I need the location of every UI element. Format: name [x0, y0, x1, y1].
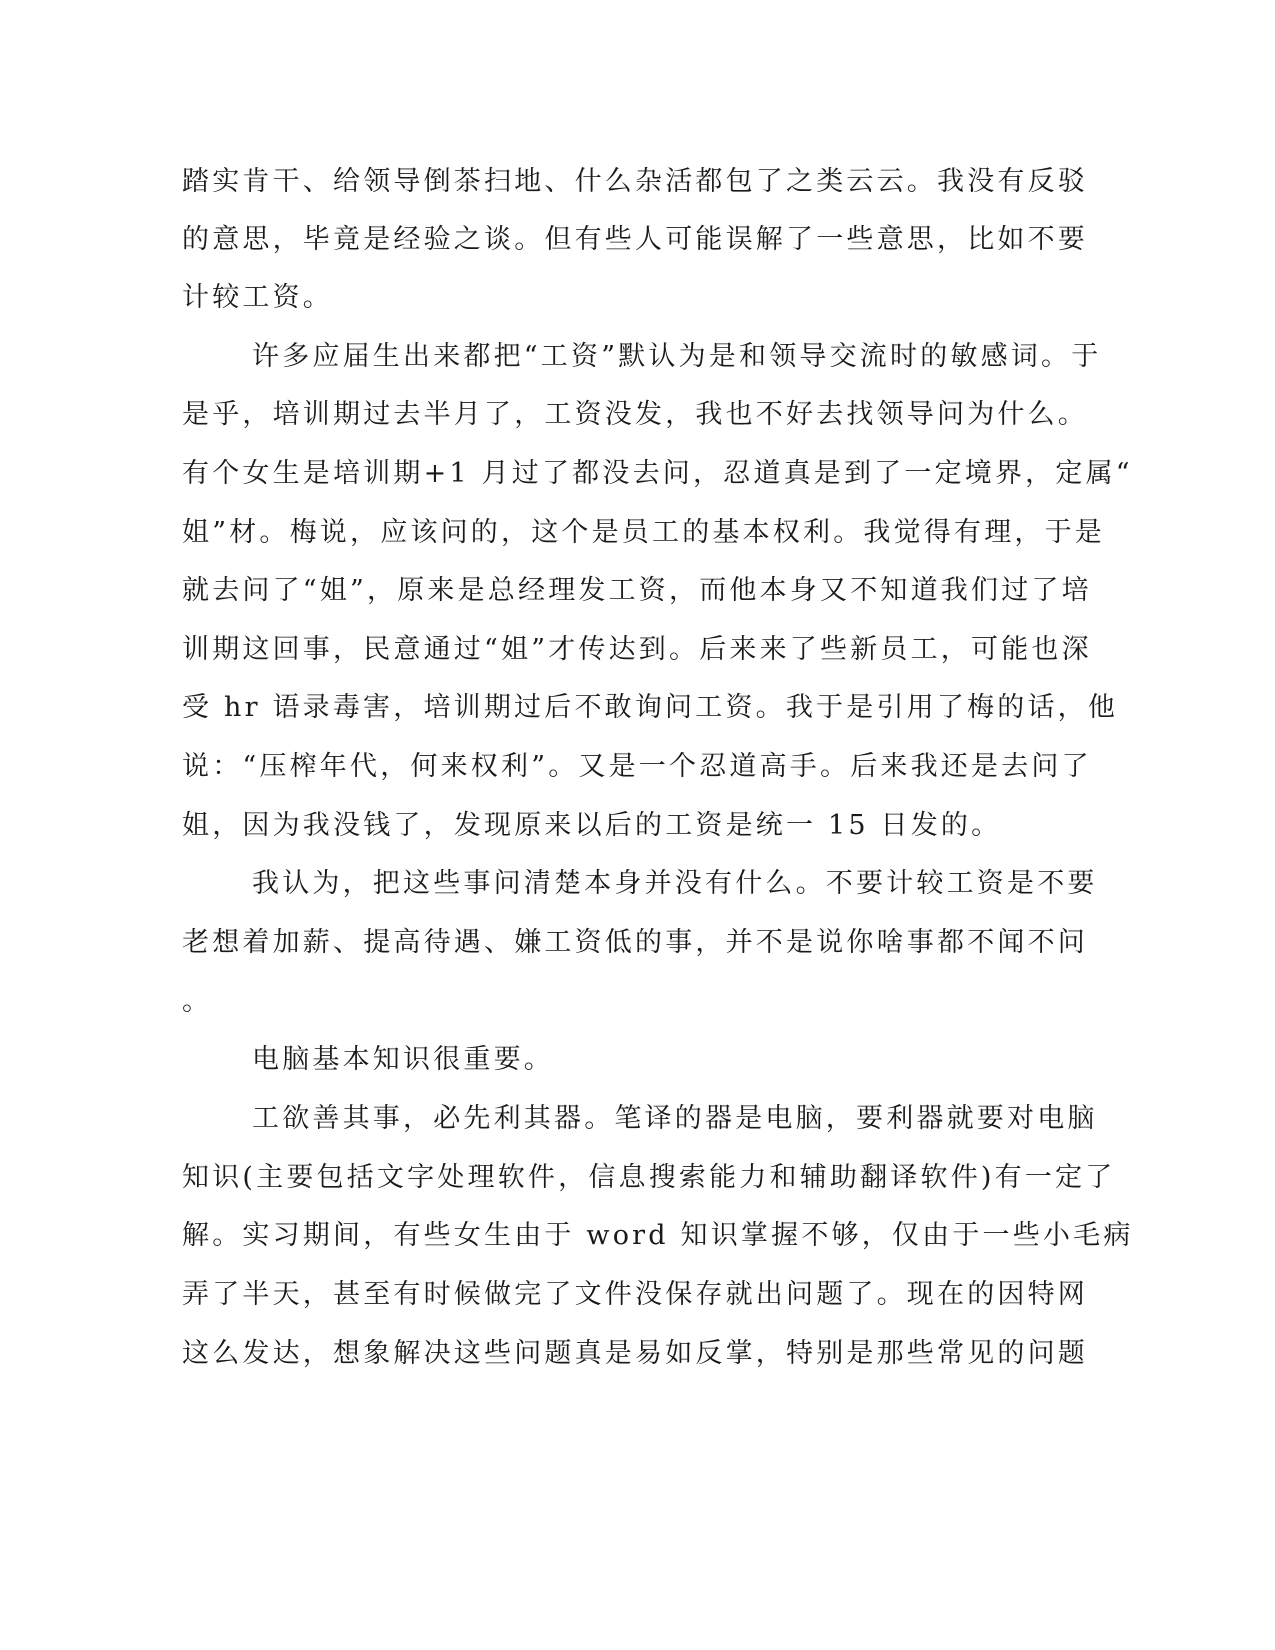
section-heading: 电脑基本知识很重要。 [252, 1044, 554, 1075]
paragraph-first-line: 许多应届生出来都把“工资”默认为是和领导交流时的敏感词。于 [252, 341, 1102, 372]
text-line: 姐，因为我没钱了，发现原来以后的工资是统一 15 日发的。 [182, 810, 1002, 841]
text-line: 弄了半天，甚至有时候做完了文件没保存就出问题了。现在的因特网 [182, 1279, 1088, 1310]
text-line: 姐”材。梅说，应该问的，这个是员工的基本权利。我觉得有理，于是 [182, 517, 1106, 548]
paragraph-first-line: 工欲善其事，必先利其器。笔译的器是电脑，要利器就要对电脑 [252, 1103, 1098, 1134]
text-line: 老想着加薪、提高待遇、嫌工资低的事，并不是说你啥事都不闻不问 [182, 927, 1088, 958]
text-line: 计较工资。 [182, 282, 333, 313]
text-line: 。 [182, 986, 213, 1017]
text-line: 就去问了“姐”，原来是总经理发工资，而他本身又不知道我们过了培 [182, 575, 1092, 606]
text-line: 这么发达，想象解决这些问题真是易如反掌，特别是那些常见的问题 [182, 1338, 1088, 1369]
text-line: 说：“压榨年代，何来权利”。又是一个忍道高手。后来我还是去问了 [182, 751, 1092, 782]
text-line: 有个女生是培训期+1 月过了都没去问，忍道真是到了一定境界，定属“ [182, 458, 1133, 489]
text-line: 训期这回事，民意通过“姐”才传达到。后来来了些新员工，可能也深 [182, 634, 1092, 665]
text-line: 的意思，毕竟是经验之谈。但有些人可能误解了一些意思，比如不要 [182, 224, 1088, 255]
text-line: 解。实习期间，有些女生由于 word 知识掌握不够，仅由于一些小毛病 [182, 1220, 1134, 1251]
text-line: 踏实肯干、给领导倒茶扫地、什么杂活都包了之类云云。我没有反驳 [182, 166, 1088, 197]
text-line: 知识(主要包括文字处理软件，信息搜索能力和辅助翻译软件)有一定了 [182, 1162, 1116, 1193]
paragraph-first-line: 我认为，把这些事问清楚本身并没有什么。不要计较工资是不要 [252, 868, 1098, 899]
text-line: 受 hr 语录毒害，培训期过后不敢询问工资。我于是引用了梅的话，他 [182, 692, 1119, 723]
text-line: 是乎，培训期过去半月了，工资没发，我也不好去找领导问为什么。 [182, 399, 1088, 430]
